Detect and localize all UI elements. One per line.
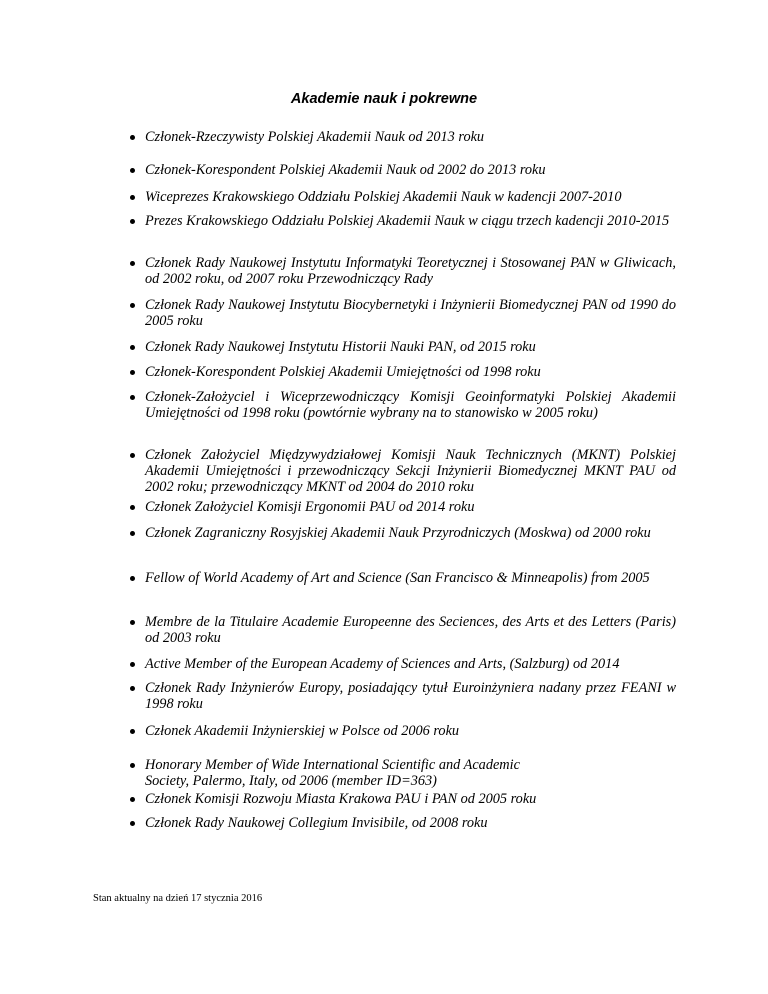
list-item (145, 614, 676, 646)
list-item (145, 213, 676, 229)
list-item (145, 297, 676, 329)
bullet-icon (130, 576, 135, 581)
footer-status-date: Stan aktualny na dzień 17 stycznia 2016 (93, 893, 263, 904)
list-item (145, 680, 676, 712)
page-title: Akademie nauk i pokrewne (290, 91, 478, 107)
list-item (145, 339, 676, 355)
list-item-text: Członek Komisji Rozwoju Miasta Krakowa PAU i PAN od 2005 roku (145, 791, 537, 807)
list-item (145, 189, 690, 205)
bullet-icon (130, 729, 135, 734)
bullet-icon (130, 168, 135, 173)
bullet-icon (130, 686, 135, 691)
bullet-icon (130, 345, 135, 350)
list-item (145, 499, 676, 515)
list-item-text: Fellow of World Academy of Art and Science (San Francisco & Minneapolis) from 2005 (145, 570, 650, 586)
bullet-icon (130, 763, 135, 768)
bullet-icon (130, 531, 135, 536)
list-item (145, 129, 676, 145)
bullet-icon (130, 195, 135, 200)
list-item-text: Członek-Założyciel i Wiceprzewodniczący Komisji Geoinformatyki Polskiej Akademii Umiejętności od 1998 roku (powtórnie wybrany na to stanowisko w 2005 roku) (145, 389, 676, 421)
list-item-text: Członek Akademii Inżynierskiej w Polsce od 2006 roku (145, 723, 460, 739)
list-item-text: Członek Założyciel Międzywydziałowej Komisji Nauk Technicznych (MKNT) Polskiej Akademii Umiejętności i przewodniczący Sekcji Inżynierii Biomedycznej MKNT PAU od 2002 roku; przewodniczący MKNT od 2004 do 2010 roku (145, 447, 676, 495)
list-item-text: Prezes Krakowskiego Oddziału Polskiej Akademii Nauk w ciągu trzech kadencji 2010-2015 (145, 213, 670, 229)
list-item-text: Członek Założyciel Komisji Ergonomii PAU od 2014 roku (145, 499, 475, 515)
bullet-icon (130, 797, 135, 802)
list-item (145, 162, 676, 178)
list-item (145, 525, 676, 541)
bullet-icon (130, 261, 135, 266)
list-item (145, 389, 676, 421)
list-item-text: Członek Rady Naukowej Instytutu Historii Nauki PAN, od 2015 roku (145, 339, 536, 355)
list-item-text: Członek-Rzeczywisty Polskiej Akademii Nauk od 2013 roku (145, 129, 485, 145)
list-item (145, 570, 676, 586)
list-item-text: Honorary Member of Wide International Scientific and Academic Society, Palermo, Italy, od 2006 (member ID=363) (145, 757, 520, 789)
bullet-icon (130, 303, 135, 308)
list-item (145, 723, 676, 739)
list-item (145, 815, 676, 831)
list-item (145, 364, 676, 380)
list-item (145, 447, 676, 495)
list-item (145, 757, 545, 789)
bullet-icon (130, 620, 135, 625)
list-item-text: Członek Rady Naukowej Collegium Invisibile, od 2008 roku (145, 815, 488, 831)
bullet-icon (130, 219, 135, 224)
list-item-text: Active Member of the European Academy of Sciences and Arts, (Salzburg) od 2014 (145, 656, 620, 672)
list-item-text: Członek Rady Naukowej Instytutu Informatyki Teoretycznej i Stosowanej PAN w Gliwicach, od 2002 roku, od 2007 roku Przewodniczący Rady (145, 255, 676, 287)
list-item (145, 791, 676, 807)
bullet-icon (130, 370, 135, 375)
list-item-text: Członek-Korespondent Polskiej Akademii Nauk od 2002 do 2013 roku (145, 162, 546, 178)
list-item (145, 656, 690, 672)
list-item-text: Członek Zagraniczny Rosyjskiej Akademii Nauk Przyrodniczych (Moskwa) od 2000 roku (145, 525, 651, 541)
bullet-icon (130, 662, 135, 667)
list-item-text: Członek-Korespondent Polskiej Akademii Umiejętności od 1998 roku (145, 364, 541, 380)
bullet-icon (130, 395, 135, 400)
list-item-text: Członek Rady Inżynierów Europy, posiadający tytuł Euroinżyniera nadany przez FEANI w 1998 roku (145, 680, 676, 712)
bullet-icon (130, 453, 135, 458)
bullet-icon (130, 135, 135, 140)
bullet-icon (130, 821, 135, 826)
bullet-icon (130, 505, 135, 510)
list-item (145, 255, 676, 287)
list-item-text: Członek Rady Naukowej Instytutu Biocybernetyki i Inżynierii Biomedycznej PAN od 1990 do 2005 roku (145, 297, 676, 329)
list-item-text: Wiceprezes Krakowskiego Oddziału Polskiej Akademii Nauk w kadencji 2007-2010 (145, 189, 622, 205)
list-item-text: Membre de la Titulaire Academie Europeenne des Seciences, des Arts et des Letters (Paris) od 2003 roku (145, 614, 676, 646)
